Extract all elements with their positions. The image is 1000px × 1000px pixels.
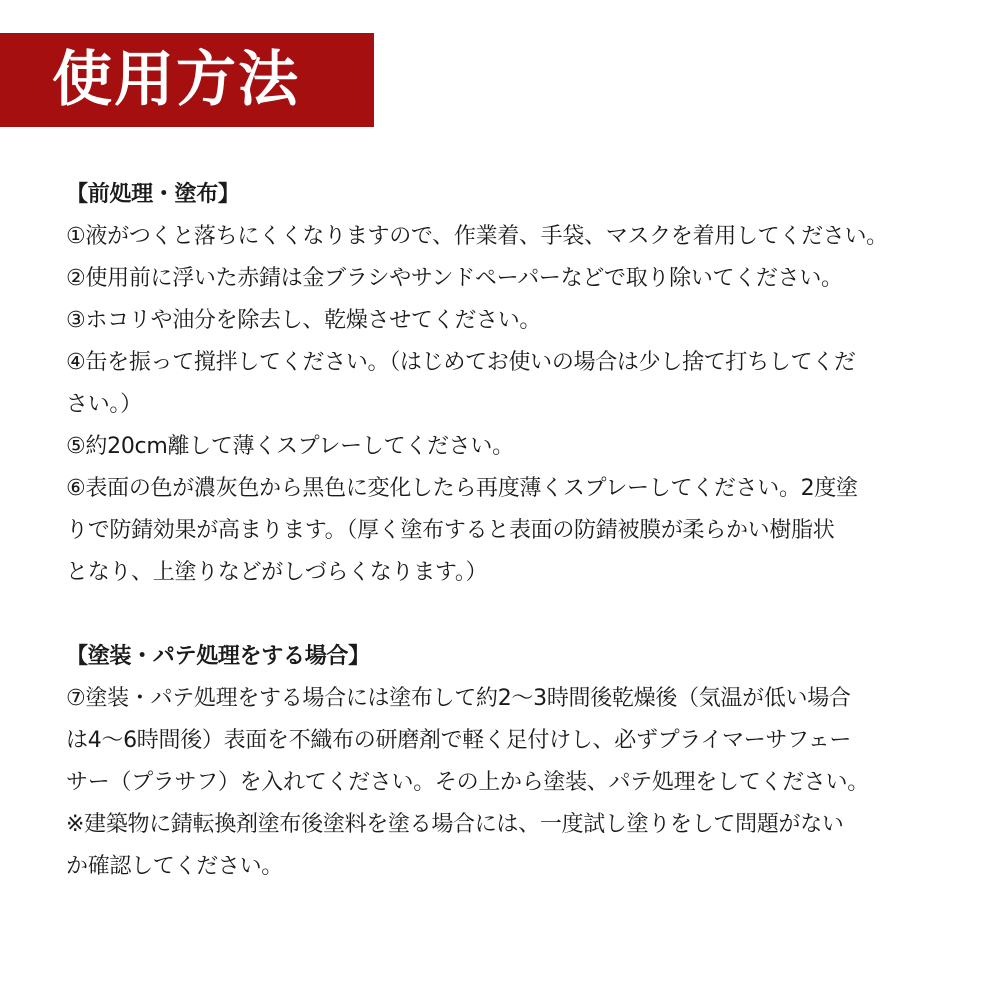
instruction-line: サー（プラサフ）を入れてください。その上から塗装、パテ処理をしてください。 [66, 770, 869, 795]
title-banner [0, 33, 374, 127]
instruction-line: ④缶を振って撹拌してください。（はじめてお使いの場合は少し捨て打ちしてくだ [66, 350, 856, 375]
instruction-line: は4～6時間後）表面を不織布の研磨剤で軽く足付けし、必ずプライマーサフェー [66, 728, 852, 753]
instruction-line: ⑤約20cm離して薄くスプレーしてください。 [66, 434, 514, 459]
section-heading-painting: 【塗装・パテ処理をする場合】 [66, 644, 370, 669]
instruction-line: ③ホコリや油分を除去し、乾燥させてください。 [66, 308, 542, 333]
instruction-line: さい。） [66, 392, 142, 417]
instruction-line: りで防錆効果が高まります。（厚く塗布すると表面の防錆被膜が柔らかい樹脂状 [66, 518, 835, 543]
instruction-line: ⑥表面の色が濃灰色から黒色に変化したら再度薄くスプレーしてください。2度塗 [66, 476, 858, 501]
instruction-line: となり、上塗りなどがしづらくなります。） [66, 560, 488, 585]
instruction-line: ①液がつくと落ちにくくなりますので、作業着、手袋、マスクを着用してください。 [66, 224, 888, 249]
instruction-line: ※建築物に錆転換剤塗布後塗料を塗る場合には、一度試し塗りをして問題がない [66, 812, 844, 837]
instructions-content [66, 174, 946, 888]
instruction-line: ②使用前に浮いた赤錆は金ブラシやサンドペーパーなどで取り除いてください。 [66, 266, 843, 291]
section-spacer [66, 594, 946, 636]
page-title: 使用方法 [52, 45, 300, 115]
section-heading-pretreatment: 【前処理・塗布】 [66, 182, 240, 207]
instruction-line: ⑦塗装・パテ処理をする場合には塗布して約2～3時間後乾燥後（気温が低い場合 [66, 686, 851, 711]
instruction-line: か確認してください。 [66, 854, 284, 879]
